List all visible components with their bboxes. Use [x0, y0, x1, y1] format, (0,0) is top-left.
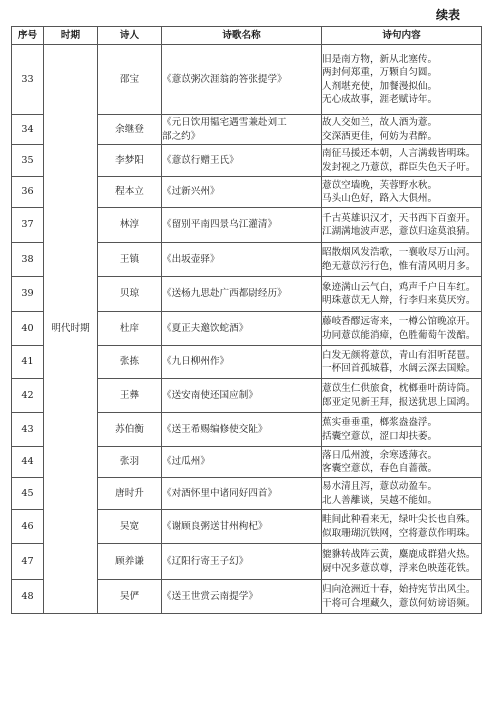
row-number: 45	[12, 478, 44, 510]
poem-line: 无心成故事，涯老赋诗年。	[322, 94, 438, 105]
poem-lines	[322, 478, 482, 510]
poem-title	[162, 145, 322, 177]
poet-name: 李梦阳	[98, 145, 162, 177]
poem-title-line: 《送杨九思赴广西都尉经历》	[162, 288, 287, 300]
poet-name: 唐时升	[98, 478, 162, 510]
row-number: 43	[12, 413, 44, 447]
poem-title	[162, 45, 322, 115]
poem-lines	[322, 312, 482, 346]
poem-title-line: 《薏苡行赠王氏》	[162, 154, 239, 166]
row-number: 33	[12, 45, 44, 115]
poem-line: 一杯回首孤城暮，水阔云深去国赊。	[322, 363, 476, 374]
poet-name: 程本立	[98, 177, 162, 208]
poem-title	[162, 478, 322, 510]
poem-line: 千古英雄识汉才，天书西下百蛮开。	[322, 212, 476, 224]
poem-title	[162, 243, 322, 277]
poem-line: 易水清且泻，薏苡动盈车。	[322, 481, 438, 492]
poem-line: 薏苡空墙晚，芙蓉野水秋。	[322, 179, 438, 191]
poem-lines	[322, 115, 482, 145]
header-poem-lines: 诗句内容	[322, 27, 482, 45]
poet-name: 张羽	[98, 447, 162, 478]
poem-title-line: 部之约》	[162, 130, 201, 142]
row-number: 39	[12, 277, 44, 312]
poem-title	[162, 346, 322, 379]
poet-name: 苏伯衡	[98, 413, 162, 447]
row-number: 38	[12, 243, 44, 277]
row-number: 34	[12, 115, 44, 145]
poet-name: 王镇	[98, 243, 162, 277]
poem-title-line: 《过新兴州》	[162, 186, 220, 198]
poem-title-line: 《辽阳行寄王子幻》	[162, 555, 249, 567]
poem-title-line: 《过瓜州》	[162, 456, 210, 468]
poem-line: 藤岐香醪远寄来，一樽公馆晚凉开。	[322, 316, 476, 327]
poem-title	[162, 312, 322, 346]
poem-title	[162, 379, 322, 413]
poem-title-line: 《送安南使还国应制》	[162, 389, 258, 401]
poem-lines	[322, 208, 482, 243]
poem-title-line: 《出坂壶驿》	[162, 253, 220, 265]
continued-label: 续表	[435, 8, 460, 22]
row-number: 42	[12, 379, 44, 413]
poem-lines	[322, 177, 482, 208]
poem-line: 南征马援还本朝，人言满载皆明珠。	[322, 148, 476, 159]
header-number: 序号	[12, 27, 44, 45]
poem-line: 落日瓜州渡，余寒透薄衣。	[322, 449, 438, 461]
poem-table	[11, 26, 482, 614]
poem-line: 归向沧洲近十春，始持宪节出风尘。	[322, 584, 476, 595]
poem-lines	[322, 447, 482, 478]
poet-name: 王彝	[98, 379, 162, 413]
poem-line: 似取珊瑚沉铁网，空将薏苡作明珠。	[322, 527, 476, 539]
poem-lines	[322, 413, 482, 447]
poet-name: 张拣	[98, 346, 162, 379]
row-number: 40	[12, 312, 44, 346]
poem-line: 功同薏苡能消瘴，色胜葡萄午泼醅。	[322, 329, 476, 341]
poem-line: 薏苡生仁供旅食，枕榔垂叶荫诗筒。	[322, 383, 476, 394]
poem-line: 明珠薏苡无人辩，行李归来莫厌穷。	[322, 295, 476, 306]
poem-title-line: 《薏苡粥次涯翁韵答张提学》	[162, 73, 287, 85]
poem-lines	[322, 243, 482, 277]
row-number: 41	[12, 346, 44, 379]
poem-lines	[322, 145, 482, 177]
poet-name: 余继登	[98, 115, 162, 145]
poem-line: 貔貅转战阵云黄，麋鹿成群猎火热。	[322, 549, 476, 560]
poem-title	[162, 115, 322, 145]
poem-line: 两封何郑重，万颗自匀圆。	[322, 67, 438, 78]
poem-title-line: 《元日饮用韫宅遇雪兼赴刘工	[162, 117, 287, 128]
poem-line: 交深酒更佳，何妨为君醉。	[322, 130, 438, 142]
poem-title	[162, 277, 322, 312]
row-number: 37	[12, 208, 44, 243]
poet-name: 贝琼	[98, 277, 162, 312]
poem-line: 白发无颜将薏苡，青山有泪听琵琶。	[322, 349, 476, 361]
poem-title-line: 《对酒怀里中诸同好四首》	[162, 487, 278, 499]
header-poem-title: 诗歌名称	[162, 27, 322, 45]
poem-line: 绝无薏苡污行色，惟有清风明月多。	[322, 260, 476, 272]
row-number: 35	[12, 145, 44, 177]
poem-line: 郎亚定见新王拜，报送犹思上国鸿。	[322, 396, 476, 408]
poem-line: 厨中况多薏苡尊，浮来色映莲花铁。	[322, 562, 476, 574]
poem-title	[162, 510, 322, 544]
poem-lines	[322, 379, 482, 413]
poem-line: 客囊空薏苡，春色自蔷薇。	[322, 463, 438, 474]
poem-line: 括囊空薏苡，涩口却扶萎。	[322, 430, 438, 442]
poem-line: 干将可合埋藏久，薏苡何妨谤语频。	[322, 597, 476, 609]
poem-line: 江湖满地波声恶，薏苡归途莫浪猜。	[322, 226, 476, 237]
poem-title	[162, 580, 322, 614]
poem-lines	[322, 544, 482, 580]
poem-title	[162, 208, 322, 243]
poem-title-line: 《九日柳州作》	[162, 356, 230, 368]
poem-title-line: 《谢顾良粥送甘州枸杞》	[162, 520, 268, 532]
row-number: 46	[12, 510, 44, 544]
poem-line: 畦间此种看来无，绿叶尖长也自殊。	[322, 514, 476, 525]
poem-lines	[322, 277, 482, 312]
poem-line: 故人交如兰，故人酒为薏。	[322, 117, 438, 128]
table-row	[12, 45, 482, 115]
poem-title-line: 《送王希赐编修使交阯》	[162, 423, 268, 435]
poem-line: 昭散烟风发浩歌，一襄收尽万山河。	[322, 247, 476, 258]
poem-title-line: 《送王世赏云南提学》	[162, 590, 258, 602]
poem-line: 人剂堪充使，加餐漫拟仙。	[322, 80, 438, 92]
poem-lines	[322, 510, 482, 544]
poet-name: 吴宽	[98, 510, 162, 544]
poem-line: 旧是南方物，新从北塞传。	[322, 53, 438, 65]
header-poet: 诗人	[98, 27, 162, 45]
period-cell: 明代时期	[44, 45, 98, 614]
poem-title	[162, 413, 322, 447]
poem-line: 蕉实垂垂重，榔浆盎盎浮。	[322, 417, 438, 428]
poem-line: 北人善離谈，吴越不能如。	[322, 494, 438, 506]
table-body	[12, 45, 482, 614]
poem-title	[162, 544, 322, 580]
poem-title-line: 《夏正夫邀饮蛇酒》	[162, 322, 249, 334]
poet-name: 邵宝	[98, 45, 162, 115]
row-number: 44	[12, 447, 44, 478]
poem-title-line: 《留别平南四景乌江灌清》	[162, 219, 278, 231]
poem-line: 象迹满山云气白，鸡声千户日车红。	[322, 281, 476, 293]
row-number: 47	[12, 544, 44, 580]
poet-name: 林淳	[98, 208, 162, 243]
poem-lines	[322, 346, 482, 379]
poem-title	[162, 447, 322, 478]
poem-lines	[322, 580, 482, 614]
table-header-row	[12, 27, 482, 45]
poet-name: 顾养谦	[98, 544, 162, 580]
poet-name: 吴俨	[98, 580, 162, 614]
poem-title	[162, 177, 322, 208]
poem-line: 发封视之乃薏苡，群臣失色天子吁。	[322, 161, 476, 173]
poet-name: 杜庠	[98, 312, 162, 346]
row-number: 36	[12, 177, 44, 208]
header-period: 时期	[44, 27, 98, 45]
row-number: 48	[12, 580, 44, 614]
poem-lines	[322, 45, 482, 115]
poem-line: 马头山色好，路入大俱州。	[322, 193, 438, 204]
